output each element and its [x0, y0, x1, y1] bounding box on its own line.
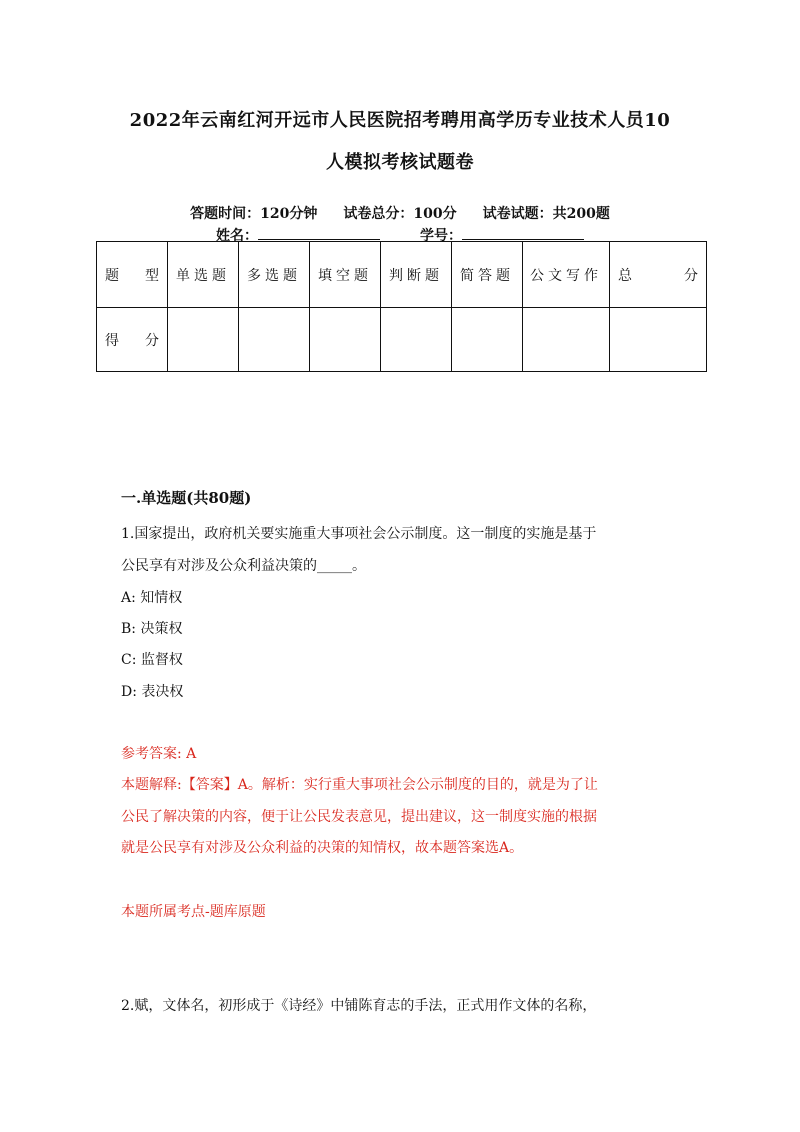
- answer-time: 答题时间：120分钟: [190, 206, 318, 222]
- exam-title-line2: 人模拟考核试题卷: [326, 152, 474, 173]
- q1-explanation-line2: 公民了解决策的内容，便于让公民发表意见，提出建议，这一制度实施的根据: [121, 809, 597, 825]
- q1-explanation-line3: 就是公民享有对涉及公众利益的决策的知情权，故本题答案选A。: [121, 840, 524, 856]
- score-table-header-row: [97, 242, 707, 308]
- score-cell: [168, 308, 239, 372]
- header-fill-blank: 填空题: [310, 242, 381, 308]
- q1-option-a: A: 知情权: [121, 590, 183, 606]
- score-cell: [610, 308, 707, 372]
- section-title: 一.单选题(共80题): [121, 489, 252, 507]
- header-total-cell: 总 分: [610, 242, 707, 308]
- score-cell: [239, 308, 310, 372]
- score-cell: [381, 308, 452, 372]
- q2-stem-line1: 2.赋，文体名，初形成于《诗经》中铺陈育志的手法，正式用作文体的名称，: [121, 998, 597, 1014]
- score-cell: [523, 308, 610, 372]
- q1-source: 本题所属考点-题库原题: [121, 904, 266, 920]
- question-count: 试卷试题：共200题: [482, 206, 610, 222]
- id-label: 学号：: [420, 228, 462, 244]
- header-type-cell: 题 型: [97, 242, 168, 308]
- q1-stem-line2: 公民享有对涉及公众利益决策的_____。: [121, 558, 366, 574]
- q1-option-b: B: 决策权: [121, 621, 183, 637]
- score-table: [96, 241, 707, 372]
- score-table-score-row: [97, 308, 707, 372]
- q1-option-d: D: 表决权: [121, 684, 184, 700]
- name-blank: [258, 227, 380, 240]
- q1-explanation-line1: 本题解释:【答案】A。解析：实行重大事项社会公示制度的目的，就是为了让: [121, 777, 598, 793]
- score-label-cell: 得 分: [97, 308, 168, 372]
- id-blank: [462, 227, 584, 240]
- q1-stem-line1: 1.国家提出，政府机关要实施重大事项社会公示制度。这一制度的实施是基于: [121, 526, 597, 542]
- exam-title-line1: 2022年云南红河开远市人民医院招考聘用高学历专业技术人员10: [129, 110, 671, 131]
- name-label: 姓名：: [216, 228, 258, 244]
- header-multiple-choice: 多选题: [239, 242, 310, 308]
- q1-option-c: C: 监督权: [121, 652, 183, 668]
- header-single-choice: 单选题: [168, 242, 239, 308]
- header-short-answer: 简答题: [452, 242, 523, 308]
- score-cell: [310, 308, 381, 372]
- header-document-writing: 公文写作: [523, 242, 610, 308]
- total-score: 试卷总分：100分: [343, 206, 457, 222]
- score-cell: [452, 308, 523, 372]
- header-true-false: 判断题: [381, 242, 452, 308]
- exam-meta-row: [0, 203, 800, 223]
- q1-answer: 参考答案: A: [121, 746, 197, 762]
